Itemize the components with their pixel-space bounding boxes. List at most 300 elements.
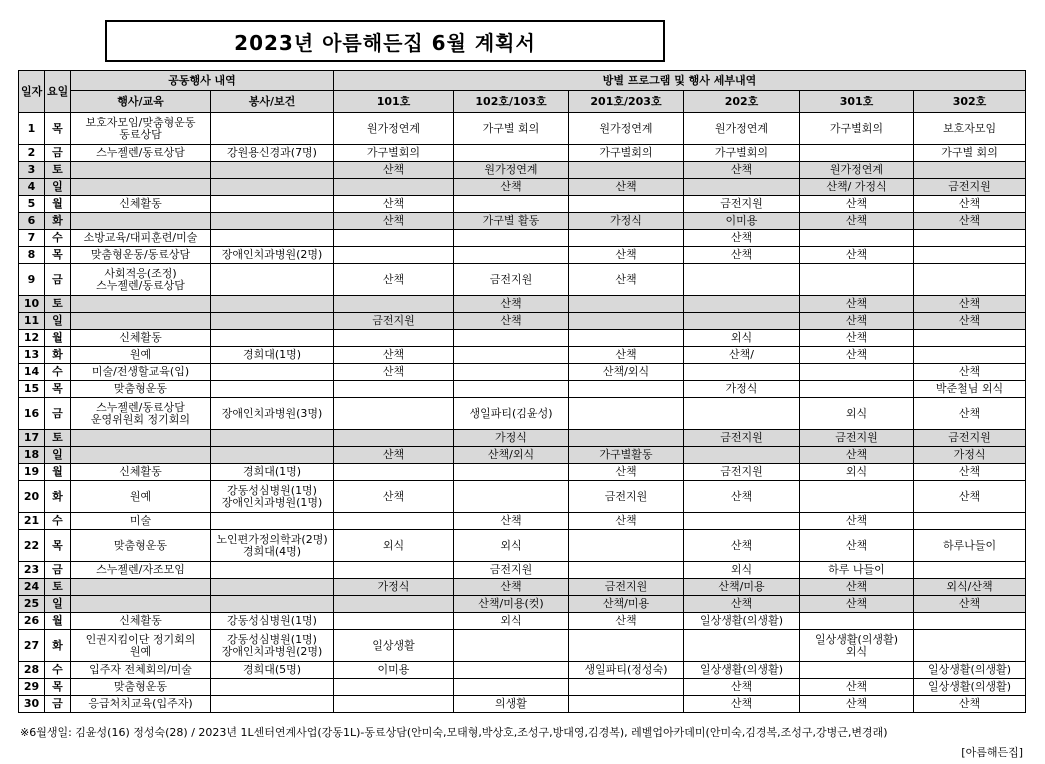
cell-봉사/보건 <box>211 213 334 230</box>
cell-202호: 산책 <box>684 481 800 513</box>
cell-302호: 외식/산책 <box>914 579 1026 596</box>
table-row <box>19 330 1026 347</box>
dow-cell: 금 <box>45 696 71 713</box>
cell-102호/103호: 가구별 회의 <box>454 113 569 145</box>
header-col-4: 201호/203호 <box>569 91 684 113</box>
dow-cell: 화 <box>45 481 71 513</box>
cell-101호 <box>334 513 454 530</box>
cell-봉사/보건 <box>211 196 334 213</box>
cell-301호: 산책 <box>800 347 914 364</box>
cell-봉사/보건 <box>211 430 334 447</box>
cell-행사/교육: 소방교육/대피훈련/미술 <box>71 230 211 247</box>
cell-101호 <box>334 613 454 630</box>
cell-201호/203호 <box>569 398 684 430</box>
header-col-7: 302호 <box>914 91 1026 113</box>
footer-note: ※6월생일: 김윤성(16) 정성숙(28) / 2023년 1L센터연계사업(강동1L)-동료상담(안미숙,모태형,박상호,조성구,방대영,김경복), 레벨업아카데미(안미숙,김경복,조성구,강병근,변경래) <box>20 726 888 739</box>
cell-102호/103호 <box>454 145 569 162</box>
cell-봉사/보건: 장애인치과병원(2명) <box>211 247 334 264</box>
dow-cell: 일 <box>45 179 71 196</box>
cell-102호/103호: 원가정연계 <box>454 162 569 179</box>
cell-201호/203호: 금전지원 <box>569 579 684 596</box>
table-row <box>19 398 1026 430</box>
table-row <box>19 513 1026 530</box>
cell-302호: 산책 <box>914 696 1026 713</box>
table-row <box>19 313 1026 330</box>
dow-cell: 월 <box>45 464 71 481</box>
dow-cell: 금 <box>45 398 71 430</box>
dow-cell: 수 <box>45 230 71 247</box>
dow-cell: 금 <box>45 145 71 162</box>
cell-301호: 산책 <box>800 213 914 230</box>
cell-301호 <box>800 230 914 247</box>
cell-line: 보호자모임/맞춤형운동 <box>85 115 196 129</box>
cell-201호/203호: 산책 <box>569 347 684 364</box>
cell-202호 <box>684 179 800 196</box>
table-row <box>19 230 1026 247</box>
day-cell: 22 <box>19 530 45 562</box>
cell-line: 인권지킴이단 정기회의 <box>85 632 196 646</box>
cell-봉사/보건: 경희대(1명) <box>211 347 334 364</box>
cell-202호: 산책 <box>684 596 800 613</box>
cell-302호: 산책 <box>914 296 1026 313</box>
cell-302호: 금전지원 <box>914 179 1026 196</box>
header-col-2: 101호 <box>334 91 454 113</box>
cell-행사/교육: 신체활동 <box>71 196 211 213</box>
day-cell: 9 <box>19 264 45 296</box>
table-row <box>19 596 1026 613</box>
cell-301호: 산책 <box>800 596 914 613</box>
cell-봉사/보건: 경희대(5명) <box>211 662 334 679</box>
cell-202호: 산책 <box>684 679 800 696</box>
cell-301호: 산책 <box>800 313 914 330</box>
day-cell: 8 <box>19 247 45 264</box>
cell-302호 <box>914 230 1026 247</box>
day-cell: 21 <box>19 513 45 530</box>
cell-202호: 일상생활(의생활) <box>684 662 800 679</box>
dow-cell: 수 <box>45 513 71 530</box>
brand-label: [아름해든집] <box>961 746 1023 759</box>
table-row <box>19 145 1026 162</box>
table-row <box>19 213 1026 230</box>
cell-행사/교육 <box>71 264 211 296</box>
cell-102호/103호 <box>454 230 569 247</box>
cell-101호 <box>334 247 454 264</box>
day-cell: 19 <box>19 464 45 481</box>
cell-101호 <box>334 430 454 447</box>
cell-201호/203호 <box>569 381 684 398</box>
cell-봉사/보건 <box>211 696 334 713</box>
cell-행사/교육 <box>71 398 211 430</box>
table-row <box>19 613 1026 630</box>
cell-102호/103호: 금전지원 <box>454 264 569 296</box>
cell-101호 <box>334 696 454 713</box>
cell-102호/103호 <box>454 330 569 347</box>
cell-101호: 산책 <box>334 196 454 213</box>
cell-102호/103호: 가정식 <box>454 430 569 447</box>
cell-301호: 산책 <box>800 513 914 530</box>
cell-행사/교육: 신체활동 <box>71 464 211 481</box>
header-col-6: 301호 <box>800 91 914 113</box>
cell-봉사/보건 <box>211 364 334 381</box>
cell-302호 <box>914 264 1026 296</box>
cell-202호: 산책 <box>684 696 800 713</box>
cell-102호/103호 <box>454 247 569 264</box>
cell-202호: 이미용 <box>684 213 800 230</box>
table-row <box>19 464 1026 481</box>
cell-101호 <box>334 330 454 347</box>
cell-봉사/보건 <box>211 447 334 464</box>
cell-301호: 산책 <box>800 247 914 264</box>
cell-봉사/보건 <box>211 513 334 530</box>
cell-302호: 가구별 회의 <box>914 145 1026 162</box>
cell-행사/교육 <box>71 430 211 447</box>
table-row <box>19 364 1026 381</box>
day-cell: 25 <box>19 596 45 613</box>
dow-cell: 금 <box>45 562 71 579</box>
cell-302호 <box>914 162 1026 179</box>
cell-202호 <box>684 313 800 330</box>
dow-cell: 수 <box>45 364 71 381</box>
cell-202호 <box>684 447 800 464</box>
table-row <box>19 179 1026 196</box>
cell-302호: 금전지원 <box>914 430 1026 447</box>
cell-102호/103호 <box>454 630 569 662</box>
cell-201호/203호 <box>569 162 684 179</box>
cell-101호 <box>334 596 454 613</box>
cell-line: 일상생활(의생활) <box>815 632 898 646</box>
cell-101호: 산책 <box>334 213 454 230</box>
cell-봉사/보건 <box>211 579 334 596</box>
cell-301호 <box>800 145 914 162</box>
cell-102호/103호: 산책 <box>454 579 569 596</box>
table-row <box>19 630 1026 662</box>
cell-202호: 산책 <box>684 230 800 247</box>
cell-line: 스누젤렌/동료상담 <box>96 400 185 414</box>
header-col-0: 행사/교육 <box>71 91 211 113</box>
cell-101호: 이미용 <box>334 662 454 679</box>
cell-line: 원예 <box>129 644 152 658</box>
cell-302호 <box>914 630 1026 662</box>
cell-201호/203호 <box>569 196 684 213</box>
cell-행사/교육 <box>71 296 211 313</box>
table-row <box>19 347 1026 364</box>
cell-302호: 산책 <box>914 364 1026 381</box>
dow-cell: 토 <box>45 296 71 313</box>
dow-cell: 토 <box>45 579 71 596</box>
cell-line: 강동성심병원(1명) <box>227 632 317 646</box>
cell-202호 <box>684 264 800 296</box>
cell-302호 <box>914 347 1026 364</box>
cell-202호: 일상생활(의생활) <box>684 613 800 630</box>
cell-행사/교육 <box>71 579 211 596</box>
cell-101호 <box>334 464 454 481</box>
cell-202호: 산책/미용 <box>684 579 800 596</box>
header-col-1: 봉사/보건 <box>211 91 334 113</box>
table-row <box>19 447 1026 464</box>
cell-201호/203호: 생일파티(정성숙) <box>569 662 684 679</box>
cell-봉사/보건: 경희대(1명) <box>211 464 334 481</box>
dow-cell: 일 <box>45 447 71 464</box>
cell-102호/103호: 산책 <box>454 179 569 196</box>
table-row <box>19 381 1026 398</box>
cell-102호/103호 <box>454 679 569 696</box>
cell-봉사/보건 <box>211 330 334 347</box>
cell-101호 <box>334 381 454 398</box>
cell-행사/교육 <box>71 162 211 179</box>
cell-302호 <box>914 513 1026 530</box>
cell-봉사/보건: 장애인치과병원(3명) <box>211 398 334 430</box>
cell-201호/203호 <box>569 562 684 579</box>
cell-102호/103호: 가구별 활동 <box>454 213 569 230</box>
cell-202호: 산책/ <box>684 347 800 364</box>
cell-301호 <box>800 481 914 513</box>
cell-301호: 산책 <box>800 447 914 464</box>
cell-202호: 금전지원 <box>684 196 800 213</box>
dow-cell: 월 <box>45 330 71 347</box>
cell-201호/203호: 산책 <box>569 247 684 264</box>
dow-cell: 토 <box>45 430 71 447</box>
cell-202호: 원가정연계 <box>684 113 800 145</box>
cell-행사/교육: 미술/전생할교육(입) <box>71 364 211 381</box>
cell-102호/103호: 산책/미용(컷) <box>454 596 569 613</box>
cell-102호/103호 <box>454 662 569 679</box>
cell-201호/203호: 원가정연계 <box>569 113 684 145</box>
cell-행사/교육: 응급처치교육(입주자) <box>71 696 211 713</box>
dow-cell: 목 <box>45 530 71 562</box>
cell-201호/203호 <box>569 430 684 447</box>
cell-line: 운영위원회 정기회의 <box>90 412 191 426</box>
cell-301호 <box>800 662 914 679</box>
cell-봉사/보건: 강동성심병원(1명) <box>211 613 334 630</box>
dow-cell: 목 <box>45 247 71 264</box>
cell-302호: 가정식 <box>914 447 1026 464</box>
cell-301호: 산책 <box>800 696 914 713</box>
cell-202호: 가정식 <box>684 381 800 398</box>
table-row <box>19 113 1026 145</box>
cell-101호 <box>334 562 454 579</box>
cell-봉사/보건 <box>211 264 334 296</box>
header-dow: 요일 <box>45 71 71 113</box>
cell-행사/교육 <box>71 113 211 145</box>
dow-cell: 토 <box>45 162 71 179</box>
cell-301호 <box>800 364 914 381</box>
cell-301호: 하루 나들이 <box>800 562 914 579</box>
cell-행사/교육 <box>71 596 211 613</box>
cell-봉사/보건 <box>211 313 334 330</box>
cell-301호 <box>800 613 914 630</box>
cell-201호/203호: 산책 <box>569 179 684 196</box>
cell-201호/203호 <box>569 296 684 313</box>
table-row <box>19 296 1026 313</box>
cell-201호/203호: 산책/외식 <box>569 364 684 381</box>
cell-봉사/보건 <box>211 596 334 613</box>
cell-202호: 가구별회의 <box>684 145 800 162</box>
cell-301호: 산책 <box>800 330 914 347</box>
cell-행사/교육: 신체활동 <box>71 330 211 347</box>
day-cell: 4 <box>19 179 45 196</box>
day-cell: 5 <box>19 196 45 213</box>
cell-201호/203호: 가구별활동 <box>569 447 684 464</box>
cell-202호: 산책 <box>684 247 800 264</box>
table-row <box>19 247 1026 264</box>
cell-302호: 산책 <box>914 464 1026 481</box>
cell-행사/교육 <box>71 630 211 662</box>
cell-301호: 산책 <box>800 296 914 313</box>
cell-101호 <box>334 179 454 196</box>
dow-cell: 금 <box>45 264 71 296</box>
day-cell: 28 <box>19 662 45 679</box>
day-cell: 18 <box>19 447 45 464</box>
cell-301호: 산책 <box>800 530 914 562</box>
header-col-3: 102호/103호 <box>454 91 569 113</box>
cell-line: 외식 <box>845 644 868 658</box>
cell-101호 <box>334 230 454 247</box>
cell-201호/203호: 산책 <box>569 464 684 481</box>
header-detail: 방별 프로그램 및 행사 세부내역 <box>334 71 1026 91</box>
dow-cell: 목 <box>45 113 71 145</box>
cell-행사/교육: 입주자 전체회의/미술 <box>71 662 211 679</box>
cell-행사/교육 <box>71 179 211 196</box>
cell-봉사/보건 <box>211 179 334 196</box>
cell-301호: 산책/ 가정식 <box>800 179 914 196</box>
cell-201호/203호: 가정식 <box>569 213 684 230</box>
cell-202호: 산책 <box>684 530 800 562</box>
cell-102호/103호 <box>454 481 569 513</box>
table-row <box>19 530 1026 562</box>
cell-101호: 외식 <box>334 530 454 562</box>
cell-201호/203호 <box>569 630 684 662</box>
day-cell: 27 <box>19 630 45 662</box>
table-row <box>19 679 1026 696</box>
dow-cell: 화 <box>45 347 71 364</box>
table-row <box>19 662 1026 679</box>
cell-202호 <box>684 364 800 381</box>
day-cell: 12 <box>19 330 45 347</box>
cell-봉사/보건 <box>211 481 334 513</box>
dow-cell: 목 <box>45 381 71 398</box>
day-cell: 6 <box>19 213 45 230</box>
cell-line: 노인편가정의학과(2명) <box>216 532 328 546</box>
cell-101호: 산책 <box>334 447 454 464</box>
cell-행사/교육: 맞춤형운동 <box>71 381 211 398</box>
cell-봉사/보건 <box>211 530 334 562</box>
cell-line: 사회적응(조정) <box>104 266 177 280</box>
cell-봉사/보건 <box>211 630 334 662</box>
cell-line: 스누젤렌/동료상담 <box>96 278 185 292</box>
cell-101호 <box>334 679 454 696</box>
cell-202호 <box>684 630 800 662</box>
cell-행사/교육: 맞춤형운동/동료상담 <box>71 247 211 264</box>
cell-101호: 원가정연계 <box>334 113 454 145</box>
cell-201호/203호 <box>569 330 684 347</box>
cell-301호: 산책 <box>800 579 914 596</box>
table-row <box>19 264 1026 296</box>
cell-201호/203호 <box>569 679 684 696</box>
dow-cell: 수 <box>45 662 71 679</box>
cell-102호/103호: 외식 <box>454 613 569 630</box>
cell-행사/교육: 맞춤형운동 <box>71 530 211 562</box>
cell-line: 동료상담 <box>119 127 162 141</box>
cell-봉사/보건 <box>211 562 334 579</box>
day-cell: 11 <box>19 313 45 330</box>
cell-102호/103호 <box>454 347 569 364</box>
cell-302호: 산책 <box>914 481 1026 513</box>
cell-301호 <box>800 264 914 296</box>
cell-302호 <box>914 247 1026 264</box>
cell-201호/203호: 가구별회의 <box>569 145 684 162</box>
cell-102호/103호: 금전지원 <box>454 562 569 579</box>
cell-302호: 산책 <box>914 213 1026 230</box>
cell-301호: 외식 <box>800 398 914 430</box>
day-cell: 20 <box>19 481 45 513</box>
cell-102호/103호: 외식 <box>454 530 569 562</box>
cell-201호/203호: 산책 <box>569 613 684 630</box>
cell-302호 <box>914 330 1026 347</box>
cell-302호: 산책 <box>914 313 1026 330</box>
cell-202호: 산책 <box>684 162 800 179</box>
day-cell: 14 <box>19 364 45 381</box>
cell-line: 강동성심병원(1명) <box>227 483 317 497</box>
cell-301호 <box>800 381 914 398</box>
plan-table <box>18 70 1026 713</box>
cell-302호: 일상생활(의생활) <box>914 662 1026 679</box>
dow-cell: 화 <box>45 630 71 662</box>
cell-봉사/보건: 강원용신경과(7명) <box>211 145 334 162</box>
cell-101호: 가정식 <box>334 579 454 596</box>
cell-102호/103호: 산책/외식 <box>454 447 569 464</box>
cell-line: 경희대(4명) <box>242 544 302 558</box>
day-cell: 13 <box>19 347 45 364</box>
cell-line: 장애인치과병원(1명) <box>221 495 323 509</box>
header-col-5: 202호 <box>684 91 800 113</box>
cell-202호: 외식 <box>684 562 800 579</box>
cell-301호: 가구별회의 <box>800 113 914 145</box>
table-row <box>19 196 1026 213</box>
cell-102호/103호: 산책 <box>454 313 569 330</box>
day-cell: 29 <box>19 679 45 696</box>
cell-301호 <box>800 630 914 662</box>
cell-행사/교육: 원예 <box>71 347 211 364</box>
cell-101호: 금전지원 <box>334 313 454 330</box>
cell-202호: 금전지원 <box>684 430 800 447</box>
cell-202호 <box>684 398 800 430</box>
cell-101호 <box>334 296 454 313</box>
day-cell: 7 <box>19 230 45 247</box>
cell-301호: 원가정연계 <box>800 162 914 179</box>
cell-102호/103호: 산책 <box>454 513 569 530</box>
day-cell: 16 <box>19 398 45 430</box>
table-row <box>19 430 1026 447</box>
cell-102호/103호 <box>454 464 569 481</box>
cell-301호: 외식 <box>800 464 914 481</box>
day-cell: 1 <box>19 113 45 145</box>
cell-101호: 일상생활 <box>334 630 454 662</box>
day-cell: 26 <box>19 613 45 630</box>
cell-201호/203호 <box>569 230 684 247</box>
cell-101호: 산책 <box>334 364 454 381</box>
cell-102호/103호: 의생활 <box>454 696 569 713</box>
day-cell: 2 <box>19 145 45 162</box>
cell-행사/교육: 스누젤렌/동료상담 <box>71 145 211 162</box>
day-cell: 15 <box>19 381 45 398</box>
cell-201호/203호: 산책 <box>569 264 684 296</box>
cell-101호 <box>334 398 454 430</box>
day-cell: 10 <box>19 296 45 313</box>
cell-101호: 산책 <box>334 162 454 179</box>
cell-101호: 산책 <box>334 481 454 513</box>
cell-302호 <box>914 613 1026 630</box>
cell-101호: 가구별회의 <box>334 145 454 162</box>
